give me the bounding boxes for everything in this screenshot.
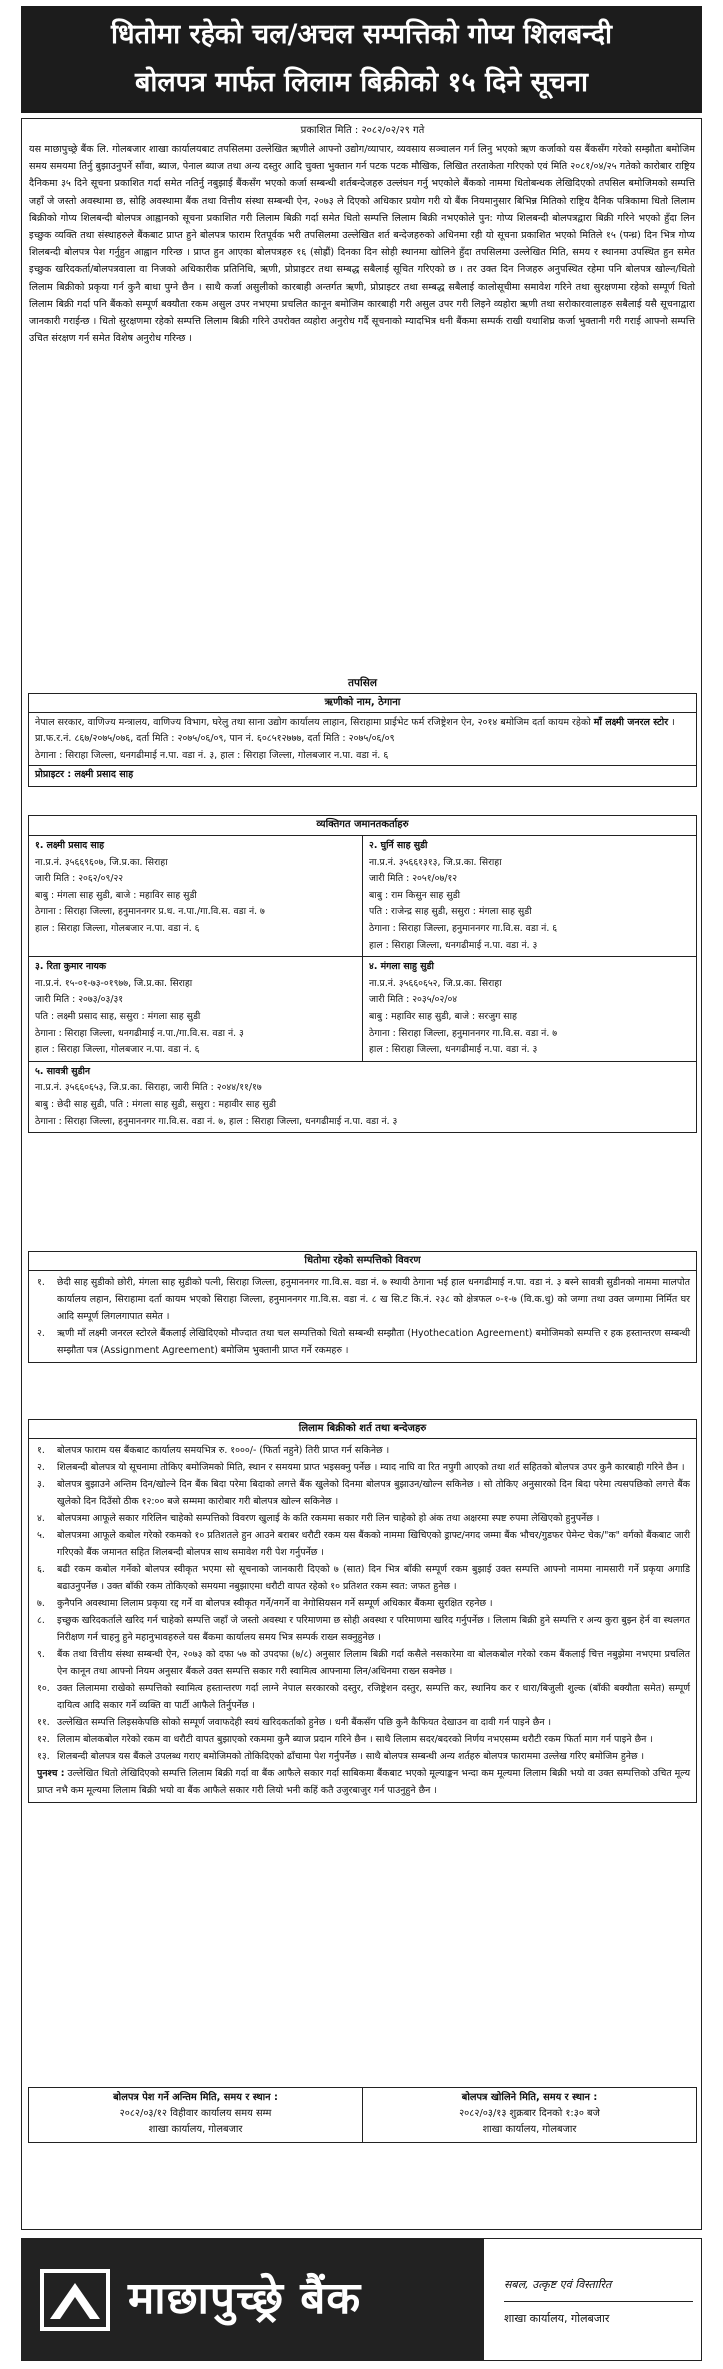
item-number: १. <box>37 1277 45 1288</box>
notice-header <box>21 6 702 113</box>
condition-item <box>37 1612 690 1646</box>
collateral-item <box>37 1325 690 1359</box>
published-date: प्रकाशित मिति : २०८२/०२/२९ गते <box>300 125 425 136</box>
guarantor-card <box>363 957 696 1061</box>
guarantor-card <box>29 1062 696 1132</box>
borrower-registration-end: । <box>671 717 675 728</box>
opening-label: बोलपत्र खोलिने मिति, समय र स्थान : <box>461 2092 598 2103</box>
item-text: छेदी साह सुडीको छोरी, मंगला साह सुडीको पत्नी, सिराहा जिल्ला, हनुमाननगर गा.वि.स. वडा नं. ७ स्थायी ठेगाना भई हाल धनगढीमाई न.पा. वडा नं. ३ बस्ने सावत्री सुडीनको नाममा मालपोत कार्यालय लहान, सिराहामा दर्ता कायम भएको सिराहा जिल्ला, हनुमाननगर गा.वि.स. वडा नं. ८ ख सि.ट कि.नं. २३८ को क्षेत्रफल ०-१-७ (वि.क.धु) को जग्गा तथा उक्त जग्गामा निर्मित घर आदि सम्पूर्ण लिगलगापात समेत । <box>57 1277 690 1322</box>
guarantor-card <box>29 957 363 1061</box>
item-text: कुनैपनि अवस्थामा लिलाम प्रकृया रद्द गर्ने वा बोलपत्र स्वीकृत गर्ने/नगर्ने वा नेगोसियसन गर्ने सम्पूर्ण अधिकार बैंकमा सुरक्षित रहनेछ । <box>57 1598 493 1609</box>
item-text: उल्लेखित सम्पत्ति लिइसकेपछि सोको सम्पूर्ण जवाफदेही स्वयं खरिदकर्ताको हुनेछ । धनी बैंकसँग पछि कुनै कैफियत देखाउन वा दावी गर्न पाइने छैन । <box>57 1717 552 1728</box>
borrower-address: ठेगाना : सिराहा जिल्ला, धनगढीमाई न.पा. वडा नं. ३, हाल : सिराहा जिल्ला, गोलबजार न.पा. वडा नं. ६ <box>35 749 389 761</box>
guarantors-section <box>28 815 697 1133</box>
guarantor-line: हाल : सिराहा जिल्ला, धनगढीमाई न.पा. वडा नं. ३ <box>369 1044 538 1056</box>
bank-name: माछापुच्छ्रे बैंक <box>128 2273 362 2325</box>
borrower-registration <box>35 715 690 731</box>
item-text: लिलाम बोलकबोल गरेको रकम वा धरौटी वापत बुझाएको रकममा कुनै ब्याज प्रदान गरिने छैन । साथै लिलाम सदर/बदरको निर्णय नभएसम्म धरौटी रकम फिर्ता माग गर्न पाइने छैन । <box>57 1734 653 1745</box>
bank-tagline: सबल, उत्कृष्ट एवं विस्तारित <box>504 2272 693 2302</box>
guarantor-name: ४. मंगला साहु सुडी <box>369 961 434 973</box>
condition-item <box>37 1646 690 1680</box>
guarantor-line: ना.प्र.नं. ३५६६०६५३, जि.प्र.का. सिराहा, जारी मिति : २०४४/११/१७ <box>35 1082 262 1094</box>
proprietor-name: प्रोप्राइटर : लक्ष्मी प्रसाद साह <box>29 765 696 783</box>
condition-item <box>37 1459 690 1476</box>
item-text: इच्छुक खरिदकर्ताले खरिद गर्न चाहेको सम्पत्ति जहाँ जे जस्तो अवस्था र परिमाणमा छ सोही अवस्था र परिमाणमा खरिद गर्नुपर्नेछ । लिलाम बिक्री हुने सम्पत्ति र अन्य कुरा बुझ्न हेर्न वा स्थलगत निरीक्षण गर्न चाहनु हुने महानुभावहरुले यस बैंकमा कार्यालय समय भित्र सम्पर्क राख्न सक्नुहुनेछ । <box>57 1615 690 1643</box>
opening-schedule <box>363 2088 696 2142</box>
condition-item <box>37 1561 690 1595</box>
postscript-label: पुनश्च : <box>37 1768 65 1779</box>
condition-item <box>37 1442 690 1459</box>
item-text: बढी रकम कबोल गर्नेको बोलपत्र स्वीकृत भएमा सो सूचनाको जानकारी दिएको ७ (सात) दिन भित्र बाँकी सम्पूर्ण रकम बुझाई उक्त सम्पत्ति आफ्नो नाममा नामसारी गर्ने प्रकृया अगाडि बढाउनुपर्नेछ । उक्त बाँकी रकम तोकिएको समयमा नबुझाएमा धरौटी वापत रहेको १० प्रतिशत रकम स्वत: जफत हुनेछ । <box>57 1564 690 1592</box>
guarantor-line: ना.प्र.नं. ३५६६१३१३, जि.प्र.का. सिराहा <box>369 856 502 868</box>
mountain-logo-icon <box>40 2269 110 2331</box>
conditions-section <box>28 1419 697 1803</box>
notice-title-line1: धितोमा रहेको चल/अचल सम्पत्तिको गोप्य शिलबन्दी <box>111 19 612 50</box>
borrower-details <box>29 713 696 786</box>
submission-place: शाखा कार्यालय, गोलबजार <box>148 2124 243 2135</box>
guarantor-card <box>29 836 363 956</box>
guarantor-line: ठेगाना : सिराहा जिल्ला, हनुमाननगर गा.वि.स. वडा नं. ७, हाल : सिराहा जिल्ला, धनगढीमाई न.पा. वडा नं. ३ <box>35 1115 398 1127</box>
item-text: बोलपत्रमा आफूले सकार गरिलिन चाहेको सम्पत्तिको विवरण खुलाई के कति रकममा सकार गरी लिन चाहेको हो अंक तथा अक्षरमा स्पष्ट रुपमा लेखिएको हुनुपर्नेछ । <box>57 1513 600 1524</box>
item-number: ८. <box>37 1615 45 1626</box>
guarantor-line: हाल : सिराहा जिल्ला, गोलबजार न.पा. वडा नं. ६ <box>35 922 200 934</box>
guarantor-line: ठेगाना : सिराहा जिल्ला, धनगढीमाई न.पा./गा.वि.स. वडा नं. ३ <box>35 1027 244 1039</box>
collateral-title: धितोमा रहेको सम्पत्तिको विवरण <box>29 1252 696 1271</box>
item-text: बैंक तथा वित्तीय संस्था सम्बन्धी ऐन, २०७३ को दफा ५७ को उपदफा (७/८) अनुसार लिलाम बिक्री गर्दा कसैले नसकारेमा वा बोलकबोल गरेको रकम बैंकलाई चित्त नबुझेमा नभएमा प्रचलित ऐन कानून तथा आफ्नो नियम अनुसार बैंकले उक्त सम्पत्ति सकार गरी स्वामित्व आफ्नामा लिन/अधिनमा राख्न सक्नेछ । <box>57 1649 690 1677</box>
branch-office: शाखा कार्यालय, गोलबजार <box>504 2312 610 2325</box>
guarantor-name: ५. सावत्री सुडीन <box>35 1065 91 1077</box>
item-number: ७. <box>37 1598 45 1609</box>
item-text: ऋणी माँ लक्ष्मी जनरल स्टोरले बैंकलाई लेखिदिएको मौज्दात तथा चल सम्पत्तिको धितो सम्बन्धी सम्झौता (Hyothecation Agreement) बमोजिमको सम्पत्ति र हक हस्तान्तरण सम्बन्धी सम्झौता पत्र (Assignment Agreement) बमोजिम भुक्तानी प्राप्त गर्ने रकमहरु । <box>57 1328 690 1356</box>
condition-item <box>37 1527 690 1561</box>
guarantors-row-3 <box>29 1061 696 1132</box>
guarantor-name: १. लक्ष्मी प्रसाद साह <box>35 840 105 851</box>
submission-label: बोलपत्र पेश गर्ने अन्तिम मिति, समय र स्थान : <box>113 2092 278 2103</box>
bank-brand <box>22 2239 484 2360</box>
guarantor-line: हाल : सिराहा जिल्ला, गोलबजार न.पा. वडा नं. ६ <box>35 1044 200 1056</box>
schedule-heading: तपसिल <box>348 677 377 689</box>
item-text: उक्त लिलाममा राखेको सम्पत्तिको स्वामित्व हस्तान्तरण गर्दा लाग्ने नेपाल सरकारको दस्तुर, रजिष्ट्रेशन दस्तुर, सम्पत्ति कर, स्थानिय कर र धारा/बिजुली शुल्क (बाँकी बक्यौता समेत) सम्पूर्ण दायित्व आदि सकार गर्ने व्यक्ति वा पार्टी आफैले तिर्नुपर्नेछ । <box>57 1683 690 1711</box>
item-number: ९. <box>37 1649 45 1660</box>
guarantor-line: जारी मिति : २०७३/०३/३१ <box>35 994 124 1006</box>
guarantor-line: पति : लक्ष्मी प्रसाद साह, ससुरा : मंगला साह सुडी <box>35 1010 201 1022</box>
guarantor-line: जारी मिति : २०५१/०७/१२ <box>369 873 458 885</box>
item-number: ५. <box>37 1530 45 1541</box>
item-text: बोलपत्र फाराम यस बैंकबाट कार्यालय समयभित्र रु. १०००/- (फिर्ता नहुने) तिरी प्राप्त गर्न सकिनेछ । <box>57 1445 390 1456</box>
firm-name: माँ लक्ष्मी जनरल स्टोर <box>593 717 669 728</box>
guarantor-line: ना.प्र.नं. ३५६६९६०७, जि.प्र.का. सिराहा <box>35 856 168 868</box>
guarantor-line: बाबु : मंगला साह सुडी, बाजे : महाविर साह सुडी <box>35 889 197 901</box>
footer-right <box>484 2239 701 2360</box>
guarantors-row-2 <box>29 956 696 1061</box>
guarantors-row-1 <box>29 835 696 956</box>
item-text: बोलपत्रमा आफूले कबोल गरेको रकमको १० प्रतिशतले हुन आउने बराबर धरौटी रकम यस बैंकको नाममा खिचिएको ड्राफ्ट/नगद जम्मा बैंक भौचर/गुडफर पेमेन्ट चेक/"क" वर्गको बैंकबाट जारी गरिएको बैंक जमानत सहित शिलबन्दी बोलपत्र साथ समावेश गरी पेश गर्नुपर्नेछ । <box>57 1530 690 1558</box>
bank-footer <box>21 2238 702 2361</box>
item-number: १३. <box>37 1751 50 1762</box>
postscript-text: उल्लेखित धितो लेखिदिएको सम्पत्ति लिलाम बिक्री गर्दा वा बैंक आफैले सकार गर्दा साबिकमा बैंकबाट भएको मूल्याङ्कन भन्दा कम मूल्यमा लिलाम बिक्री भयो वा उक्त सम्पत्तिको उचित मूल्य प्राप्त नभै कम मूल्यमा लिलाम बिक्री भयो वा बैंक आफैले सकार गरी लियो भनी कहिं कतै उजुरबाजुर गर्न पाउनुहुने छैन । <box>37 1768 691 1796</box>
guarantor-line: बाबु : महाविर साह सुडी, बाजे : सरजुग साह <box>369 1010 517 1022</box>
notice-title-line2: बोलपत्र मार्फत लिलाम बिक्रीको १५ दिने सूचना <box>134 67 589 98</box>
collateral-section <box>28 1251 697 1363</box>
item-number: ६. <box>37 1564 45 1575</box>
item-number: ४. <box>37 1513 45 1524</box>
intro-paragraph: यस माछापुच्छ्रे बैंक लि. गोलबजार शाखा कार्यालयबाट तपसिलमा उल्लेखित ऋणीले आफ्नो उद्योग/व्यापार, व्यवसाय सञ्चालन गर्न लिनु भएको ऋण कर्जाको यस बैंकसँग गरेको सम्झौता बमोजिम समय समयमा तिर्नु बुझाउनुपर्ने साँवा, ब्याज, पेनाल ब्याज तथा अन्य दस्तुर आदि चुक्ता भुक्तान गर्न पटक पटक मौखिक, लिखित तरताकेता गरिएको एवं मिति २०८१/०४/२५ गतेको कारोबार राष्ट्रिय दैनिकमा ३५ दिने सूचना प्रकाशित गर्दा समेत नतिर्नु नबुझाई बैंकसँग भएको कर्जा सम्बन्धी शर्तबन्देजहरु उल्लंघन गर्नु भएकोले बैंकको नाममा धितोबन्धक लेखिदिएको तपसिल बमोजिमको सम्पत्ति जहाँ जे जस्तो अवस्थामा छ, सोहि अवस्थामा बैंक तथा वित्तीय संस्था सम्बन्धी ऐन, २०७३ ले दिएको अधिकार प्रयोग गरी यो बैंक नियमानुसार बिभिन्न मितिको राष्ट्रिय दैनिक पत्रिकामा धितो लिलाम बिक्रीको गोप्य शिलबन्दी बोलपत्र आह्वानको सूचना प्रकाशित गरी लिलाम बिक्री गर्दा समेत धितो सम्पत्ति लिलाम बिक्री नभएकोले पुन: गोप्य शिलबन्दी बोलपत्रद्वारा बिक्री गरिने भएको हुँदा लिन इच्छुक व्यक्ति तथा संस्थाहरुले बैंकबाट प्राप्त हुने बोलपत्र फाराम रितपूर्वक भरी तपसिलमा उल्लेखित शर्त बन्देजहरुको अधिनमा रही यो सूचना प्रकाशित भएको मितिले १५ (पन्ध्र) दिन भित्र गोप्य शिलबन्दी बोलपत्र पेश गर्नुहुन आह्वान गरिन्छ । प्राप्त हुन आएका बोलपत्रहरु १६ (सोह्रौं) दिनका दिन सोही स्थानमा खोलिने हुँदा तपसिलमा उल्लेखित मिति, समय र स्थानमा उपस्थित हुन समेत इच्छुक खरिदकर्ता/बोलपत्रवाला वा निजको अधिकारीक प्रतिनिधि, ऋणी, प्रोप्राइटर तथा सम्बद्ध सबैलाई सूचित गरिएको छ । तर उक्त दिन निजहरु अनुपस्थित रहेमा पनि बोलपत्र खोल्न/धितो लिलाम बिक्रीको प्रकृया गर्न कुनै बाधा पुग्ने छैन । साथै कर्जा असुलीको कारबाही अन्तर्गत ऋणी, प्रोप्राइटर तथा सम्बद्ध सबैलाई कालोसूचीमा समावेश गरिने तथा सुरक्षणमा रहेको सम्पूर्ण धितो लिलाम बिक्री गर्दा पनि बैंकको सम्पूर्ण बक्यौता रकम असुल उपर नभएमा प्रचलित कानून बमोजिम कारबाही गरी असुल उपर गरी लिइने व्यहोरा ऋणी तथा सरोकारवालाहरु सबैलाई यसै सूचनाद्वारा जानकारी गराईन्छ । धितो सुरक्षणमा रहेको सम्पत्ति लिलाम बिक्री गरिने उपरोक्त व्यहोरा अनुरोध गर्दै सूचनाको म्यादभित्र धनी बैंकमा सम्पर्क राखी यथाशिघ्र कर्जा भुक्तानी गरी गराई आफ्नो सम्पत्ति उचित संरक्षण गर्न समेत विशेष अनुरोध गरिन्छ । <box>29 144 695 345</box>
deadlines-table <box>28 2087 697 2143</box>
guarantor-line: हाल : सिराहा जिल्ला, धनगढीमाई न.पा. वडा नं. ३ <box>369 939 538 951</box>
item-number: १२. <box>37 1734 50 1745</box>
submission-deadline <box>29 2088 363 2142</box>
condition-item <box>37 1748 690 1765</box>
postscript-note <box>37 1765 690 1799</box>
guarantor-line: ठेगाना : सिराहा जिल्ला, हनुमाननगर गा.वि.स. वडा नं. ६ <box>369 922 558 934</box>
conditions-list <box>29 1439 696 1802</box>
guarantor-card <box>363 836 696 956</box>
opening-place: शाखा कार्यालय, गोलबजार <box>482 2124 577 2135</box>
condition-item <box>37 1476 690 1510</box>
item-number: २. <box>37 1328 45 1339</box>
guarantor-line: ना.प्र.नं. १५-०१-७३-०१९७७, जि.प्र.का. सिराहा <box>35 977 193 989</box>
guarantor-name: ३. रिता कुमार नायक <box>35 961 107 973</box>
guarantor-line: जारी मिति : २०३५/०२/०४ <box>369 994 458 1006</box>
guarantor-line: बाबु : छेदी साह सुडी, पति : मंगला साह सुडी, ससुरा : महावीर साह सुडी <box>35 1098 277 1110</box>
item-number: २. <box>37 1462 45 1473</box>
item-text: शिलबन्दी बोलपत्र यस बैंकले उपलब्ध गराए बमोजिमको तोकिदिएको ढाँचामा पेश गर्नुपर्नेछ । साथै बोलपत्र सम्बन्धी अन्य शर्तहरु बोलपत्र फाराममा उल्लेख गरिए बमोजिम हुनेछ । <box>57 1751 645 1762</box>
guarantor-line: पति : राजेन्द्र साह सुडी, ससुरा : मंगला साह सुडी <box>369 906 532 918</box>
notice-body-frame <box>21 118 702 2230</box>
collateral-item <box>37 1274 690 1325</box>
item-number: १०. <box>37 1683 50 1694</box>
guarantors-title: व्यक्तिगत जमानतकर्ताहरु <box>316 819 409 830</box>
submission-date: २०८२/०३/१२ विहीवार कार्यालय समय सम्म <box>119 2108 272 2119</box>
opening-date: २०८२/०३/१३ शुक्रबार दिनको १:३० बजे <box>459 2108 600 2119</box>
item-number: १. <box>37 1445 45 1456</box>
condition-item <box>37 1595 690 1612</box>
guarantor-line: ठेगाना : सिराहा जिल्ला, हनुमाननगर गा.वि.स. वडा नं. ७ <box>369 1027 558 1039</box>
guarantor-line: ना.प्र.नं. ३५६६०६५२, जि.प्र.का. सिराहा <box>369 977 502 989</box>
guarantor-line: ठेगाना : सिराहा जिल्ला, हनुमाननगर प्र.ध. न.पा./गा.वि.स. वडा नं. ७ <box>35 906 265 918</box>
item-number: ११. <box>37 1717 50 1728</box>
borrower-title: ऋणीको नाम, ठेगाना <box>29 694 696 713</box>
condition-item <box>37 1714 690 1731</box>
item-text: शिलबन्दी बोलपत्र यो सूचनामा तोकिए बमोजिमको मिति, स्थान र समयमा प्राप्त भइसक्नु पर्नेछ । म्याद नाघि वा रित नपुगी आएको तथा शर्त सहितको बोलपत्र उपर कुनै कारबाही गरिने छैन । <box>57 1462 685 1473</box>
guarantor-name: २. घुर्नि साह सुडी <box>369 840 428 851</box>
borrower-section <box>28 693 697 787</box>
item-number: ३. <box>37 1479 45 1490</box>
condition-item <box>37 1680 690 1714</box>
borrower-registration-text: नेपाल सरकार, वाणिज्य मन्त्रालय, वाणिज्य विभाग, घरेलु तथा साना उद्योग कार्यालय लाहान, सिराहामा प्राईभेट फर्म रजिष्ट्रेशन ऐन, २०१४ बमोजिम दर्ता कायम रहेको <box>35 717 594 728</box>
guarantor-line: बाबु : राम किसुन साह सुडी <box>369 889 460 901</box>
condition-item <box>37 1731 690 1748</box>
conditions-title: लिलाम बिक्रीको शर्त तथा बन्देजहरु <box>29 1420 696 1439</box>
item-text: बोलपत्र बुझाउने अन्तिम दिन/खोल्ने दिन बैंक बिदा परेमा बिदाको लगत्ते बैंक खुलेको दिनमा बोलपत्र बुझाउन/खोल्न सकिनेछ । सो तोकिए अनुसारको दिन बिदा परेमा त्यसपछिको लगत्ते बैंक खुलेको दिन दिउँसो ठीक १२:०० बजे सम्ममा कारोबार गरी बोलपत्र खोल्न सकिनेछ । <box>57 1479 690 1507</box>
guarantor-line: जारी मिति : २०६२/०९/२२ <box>35 873 124 885</box>
condition-item <box>37 1510 690 1527</box>
collateral-list <box>29 1271 696 1362</box>
borrower-registration-numbers: प्रा.फ.र.नं. ८६७/२०७५/०७६, दर्ता मिति : २०७५/०६/०९, पान नं. ६०८५१२७७७, दर्ता मिति : २०७५/०६/०९ <box>35 733 395 745</box>
